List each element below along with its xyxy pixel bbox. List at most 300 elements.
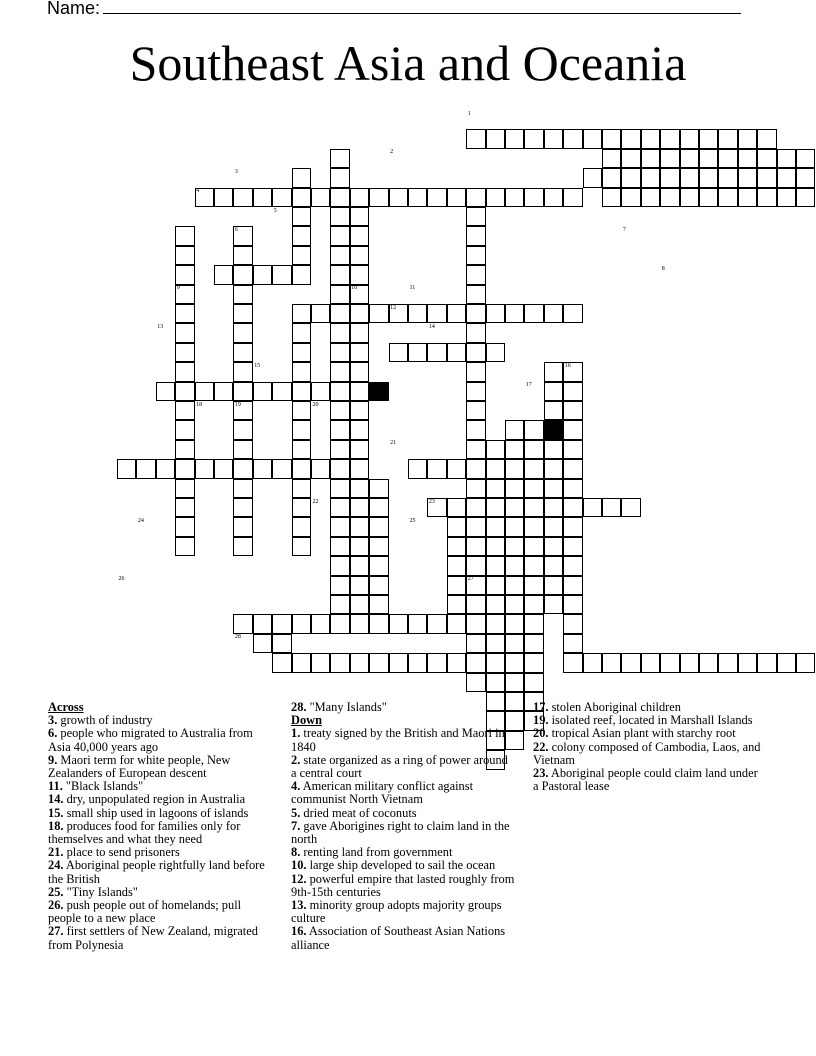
grid-cell[interactable] (718, 653, 737, 672)
grid-cell[interactable] (524, 576, 543, 595)
grid-cell[interactable] (330, 207, 349, 226)
grid-cell[interactable] (660, 149, 679, 168)
grid-cell[interactable] (330, 420, 349, 439)
grid-cell[interactable] (680, 653, 699, 672)
grid-cell[interactable] (447, 343, 466, 362)
grid-cell[interactable] (292, 188, 311, 207)
grid-cell[interactable] (505, 673, 524, 692)
grid-cell[interactable] (563, 634, 582, 653)
grid-cell[interactable] (505, 498, 524, 517)
grid-cell[interactable] (369, 479, 388, 498)
grid-cell[interactable] (563, 459, 582, 478)
grid-cell[interactable] (524, 537, 543, 556)
grid-cell[interactable] (563, 440, 582, 459)
grid-cell[interactable] (214, 382, 233, 401)
grid-cell[interactable] (233, 382, 252, 401)
grid-cell[interactable] (563, 304, 582, 323)
grid-cell[interactable] (641, 188, 660, 207)
grid-cell[interactable] (466, 401, 485, 420)
grid-cell[interactable] (350, 226, 369, 245)
grid-cell[interactable] (350, 246, 369, 265)
grid-cell[interactable] (350, 595, 369, 614)
grid-cell[interactable] (350, 323, 369, 342)
grid-cell[interactable] (292, 343, 311, 362)
grid-cell[interactable] (505, 479, 524, 498)
grid-cell[interactable] (272, 459, 291, 478)
grid-cell[interactable] (369, 614, 388, 633)
grid-cell[interactable] (505, 556, 524, 575)
grid-cell[interactable] (544, 576, 563, 595)
grid-cell[interactable] (486, 459, 505, 478)
grid-cell[interactable] (156, 382, 175, 401)
grid-cell[interactable] (350, 479, 369, 498)
grid-cell[interactable] (466, 440, 485, 459)
grid-cell[interactable] (505, 614, 524, 633)
grid-cell[interactable] (389, 188, 408, 207)
grid-cell[interactable] (505, 459, 524, 478)
grid-cell[interactable] (602, 188, 621, 207)
grid-cell[interactable] (272, 634, 291, 653)
grid-cell[interactable] (738, 149, 757, 168)
grid-cell[interactable] (350, 420, 369, 439)
grid-cell[interactable] (544, 129, 563, 148)
grid-cell[interactable] (796, 188, 815, 207)
grid-cell[interactable] (524, 556, 543, 575)
grid-cell[interactable] (466, 265, 485, 284)
grid-cell[interactable] (175, 265, 194, 284)
grid-cell[interactable] (175, 362, 194, 381)
grid-cell[interactable] (563, 382, 582, 401)
grid-cell[interactable] (583, 168, 602, 187)
grid-cell[interactable] (641, 149, 660, 168)
grid-cell[interactable] (486, 440, 505, 459)
grid-cell[interactable] (175, 479, 194, 498)
grid-cell[interactable] (524, 614, 543, 633)
grid-cell[interactable] (233, 440, 252, 459)
grid-cell[interactable] (544, 188, 563, 207)
grid-cell[interactable] (486, 479, 505, 498)
grid-cell[interactable] (680, 149, 699, 168)
grid-cell[interactable] (524, 517, 543, 536)
grid-cell[interactable] (602, 498, 621, 517)
grid-cell[interactable] (233, 304, 252, 323)
grid-cell[interactable] (350, 537, 369, 556)
grid-cell[interactable] (563, 595, 582, 614)
grid-cell[interactable] (583, 129, 602, 148)
grid-cell[interactable] (447, 498, 466, 517)
grid-cell[interactable] (563, 479, 582, 498)
grid-cell[interactable] (680, 168, 699, 187)
grid-cell[interactable] (621, 149, 640, 168)
grid-cell[interactable] (389, 343, 408, 362)
grid-cell[interactable] (233, 265, 252, 284)
grid-cell[interactable] (777, 653, 796, 672)
grid-cell[interactable] (350, 517, 369, 536)
grid-cell[interactable] (350, 653, 369, 672)
grid-cell[interactable] (175, 304, 194, 323)
grid-cell[interactable] (292, 226, 311, 245)
grid-cell[interactable] (466, 673, 485, 692)
grid-cell[interactable] (466, 479, 485, 498)
grid-cell[interactable] (524, 498, 543, 517)
grid-cell[interactable] (233, 420, 252, 439)
grid-cell[interactable] (563, 614, 582, 633)
grid-cell[interactable] (330, 304, 349, 323)
grid-cell[interactable] (311, 459, 330, 478)
grid-cell[interactable] (641, 168, 660, 187)
grid-cell[interactable] (505, 420, 524, 439)
grid-cell[interactable] (796, 168, 815, 187)
grid-cell[interactable] (292, 246, 311, 265)
grid-cell[interactable] (544, 517, 563, 536)
grid-cell[interactable] (486, 188, 505, 207)
grid-cell[interactable] (253, 459, 272, 478)
grid-cell[interactable] (524, 420, 543, 439)
grid-cell[interactable] (369, 576, 388, 595)
grid-cell[interactable] (544, 459, 563, 478)
grid-cell[interactable] (447, 459, 466, 478)
grid-cell[interactable] (292, 362, 311, 381)
grid-cell[interactable] (292, 207, 311, 226)
grid-cell[interactable] (486, 556, 505, 575)
grid-cell[interactable] (233, 343, 252, 362)
grid-cell[interactable] (563, 537, 582, 556)
grid-cell[interactable] (330, 382, 349, 401)
grid-cell[interactable] (389, 653, 408, 672)
grid-cell[interactable] (466, 420, 485, 439)
grid-cell[interactable] (292, 168, 311, 187)
grid-cell[interactable] (292, 459, 311, 478)
grid-cell[interactable] (466, 556, 485, 575)
grid-cell[interactable] (466, 323, 485, 342)
grid-cell[interactable] (680, 188, 699, 207)
grid-cell[interactable] (466, 188, 485, 207)
grid-cell[interactable] (175, 401, 194, 420)
grid-cell[interactable] (738, 168, 757, 187)
grid-cell[interactable] (621, 168, 640, 187)
grid-cell[interactable] (369, 517, 388, 536)
grid-cell[interactable] (505, 517, 524, 536)
grid-cell[interactable] (214, 188, 233, 207)
grid-cell[interactable] (660, 129, 679, 148)
grid-cell[interactable] (680, 129, 699, 148)
grid-cell[interactable] (195, 382, 214, 401)
grid-cell[interactable] (272, 653, 291, 672)
grid-cell[interactable] (466, 614, 485, 633)
grid-cell[interactable] (602, 129, 621, 148)
grid-cell[interactable] (350, 440, 369, 459)
grid-cell[interactable] (757, 149, 776, 168)
grid-cell[interactable] (175, 498, 194, 517)
grid-cell[interactable] (311, 304, 330, 323)
grid-cell[interactable] (602, 149, 621, 168)
grid-cell[interactable] (486, 673, 505, 692)
grid-cell[interactable] (544, 401, 563, 420)
grid-cell[interactable] (233, 459, 252, 478)
grid-cell[interactable] (544, 556, 563, 575)
grid-cell[interactable] (330, 498, 349, 517)
grid-cell[interactable] (214, 459, 233, 478)
grid-cell[interactable] (466, 226, 485, 245)
grid-cell[interactable] (447, 304, 466, 323)
grid-cell[interactable] (466, 285, 485, 304)
grid-cell[interactable] (330, 401, 349, 420)
grid-cell[interactable] (602, 168, 621, 187)
grid-cell[interactable] (350, 265, 369, 284)
grid-cell[interactable] (330, 459, 349, 478)
grid-cell[interactable] (369, 304, 388, 323)
grid-cell[interactable] (292, 265, 311, 284)
grid-cell[interactable] (544, 440, 563, 459)
grid-cell[interactable] (486, 498, 505, 517)
grid-cell[interactable] (466, 129, 485, 148)
grid-cell[interactable] (486, 129, 505, 148)
grid-cell[interactable] (660, 653, 679, 672)
grid-cell[interactable] (447, 556, 466, 575)
grid-cell[interactable] (505, 440, 524, 459)
grid-cell[interactable] (738, 188, 757, 207)
grid-cell[interactable] (292, 323, 311, 342)
grid-cell[interactable] (699, 188, 718, 207)
grid-cell[interactable] (563, 498, 582, 517)
grid-cell[interactable] (544, 479, 563, 498)
grid-cell[interactable] (466, 246, 485, 265)
grid-cell[interactable] (311, 653, 330, 672)
name-input-line[interactable] (103, 0, 741, 14)
grid-cell[interactable] (718, 188, 737, 207)
grid-cell[interactable] (524, 595, 543, 614)
grid-cell[interactable] (292, 382, 311, 401)
grid-cell[interactable] (466, 207, 485, 226)
grid-cell[interactable] (330, 188, 349, 207)
grid-cell[interactable] (175, 382, 194, 401)
grid-cell[interactable] (330, 168, 349, 187)
grid-cell[interactable] (447, 576, 466, 595)
grid-cell[interactable] (718, 168, 737, 187)
grid-cell[interactable] (369, 537, 388, 556)
grid-cell[interactable] (544, 595, 563, 614)
grid-cell[interactable] (447, 517, 466, 536)
grid-cell[interactable] (175, 246, 194, 265)
grid-cell[interactable] (563, 129, 582, 148)
grid-cell[interactable] (156, 459, 175, 478)
grid-cell[interactable] (486, 537, 505, 556)
grid-cell[interactable] (602, 653, 621, 672)
grid-cell[interactable] (233, 362, 252, 381)
grid-cell[interactable] (466, 517, 485, 536)
grid-cell[interactable] (621, 498, 640, 517)
grid-cell[interactable] (175, 517, 194, 536)
grid-cell[interactable] (486, 634, 505, 653)
grid-cell[interactable] (505, 576, 524, 595)
grid-cell[interactable] (505, 129, 524, 148)
grid-cell[interactable] (253, 382, 272, 401)
grid-cell[interactable] (408, 459, 427, 478)
grid-cell[interactable] (253, 614, 272, 633)
grid-cell[interactable] (563, 556, 582, 575)
grid-cell[interactable] (350, 576, 369, 595)
grid-cell[interactable] (583, 498, 602, 517)
grid-cell[interactable] (330, 440, 349, 459)
grid-cell[interactable] (699, 149, 718, 168)
grid-cell[interactable] (757, 653, 776, 672)
grid-cell[interactable] (233, 614, 252, 633)
grid-cell[interactable] (486, 614, 505, 633)
grid-cell[interactable] (757, 129, 776, 148)
grid-cell[interactable] (330, 479, 349, 498)
grid-cell[interactable] (447, 653, 466, 672)
grid-cell[interactable] (796, 653, 815, 672)
grid-cell[interactable] (330, 595, 349, 614)
grid-cell[interactable] (583, 653, 602, 672)
grid-cell[interactable] (272, 188, 291, 207)
grid-cell[interactable] (796, 149, 815, 168)
grid-cell[interactable] (621, 129, 640, 148)
grid-cell[interactable] (544, 537, 563, 556)
grid-cell[interactable] (350, 362, 369, 381)
grid-cell[interactable] (292, 498, 311, 517)
grid-cell[interactable] (330, 614, 349, 633)
grid-cell[interactable] (330, 653, 349, 672)
grid-cell[interactable] (233, 517, 252, 536)
grid-cell[interactable] (486, 304, 505, 323)
grid-cell[interactable] (466, 634, 485, 653)
grid-cell[interactable] (505, 653, 524, 672)
grid-cell[interactable] (738, 129, 757, 148)
grid-cell[interactable] (175, 420, 194, 439)
grid-cell[interactable] (350, 614, 369, 633)
grid-cell[interactable] (369, 653, 388, 672)
grid-cell[interactable] (369, 595, 388, 614)
grid-cell[interactable] (350, 207, 369, 226)
grid-cell[interactable] (466, 382, 485, 401)
grid-cell[interactable] (466, 459, 485, 478)
grid-cell[interactable] (447, 595, 466, 614)
grid-cell[interactable] (524, 129, 543, 148)
grid-cell[interactable] (427, 188, 446, 207)
grid-cell[interactable] (544, 304, 563, 323)
grid-cell[interactable] (524, 188, 543, 207)
grid-cell[interactable] (408, 614, 427, 633)
grid-cell[interactable] (350, 343, 369, 362)
grid-cell[interactable] (311, 614, 330, 633)
grid-cell[interactable] (641, 129, 660, 148)
grid-cell[interactable] (427, 459, 446, 478)
grid-cell[interactable] (660, 188, 679, 207)
grid-cell[interactable] (524, 459, 543, 478)
grid-cell[interactable] (466, 343, 485, 362)
grid-cell[interactable] (369, 498, 388, 517)
grid-cell[interactable] (330, 556, 349, 575)
grid-cell[interactable] (311, 382, 330, 401)
grid-cell[interactable] (447, 188, 466, 207)
grid-cell[interactable] (718, 129, 737, 148)
grid-cell[interactable] (292, 517, 311, 536)
grid-cell[interactable] (330, 517, 349, 536)
grid-cell[interactable] (330, 343, 349, 362)
grid-cell[interactable] (292, 440, 311, 459)
grid-cell[interactable] (233, 188, 252, 207)
grid-cell[interactable] (233, 479, 252, 498)
grid-cell[interactable] (777, 149, 796, 168)
grid-cell[interactable] (330, 285, 349, 304)
grid-cell[interactable] (524, 673, 543, 692)
grid-cell[interactable] (699, 168, 718, 187)
grid-cell[interactable] (563, 401, 582, 420)
grid-cell[interactable] (311, 188, 330, 207)
grid-cell[interactable] (350, 556, 369, 575)
grid-cell[interactable] (253, 634, 272, 653)
grid-cell[interactable] (233, 498, 252, 517)
grid-cell[interactable] (621, 653, 640, 672)
grid-cell[interactable] (641, 653, 660, 672)
grid-cell[interactable] (544, 498, 563, 517)
grid-cell[interactable] (524, 653, 543, 672)
grid-cell[interactable] (544, 362, 563, 381)
grid-cell[interactable] (486, 517, 505, 536)
grid-cell[interactable] (408, 188, 427, 207)
grid-cell[interactable] (466, 362, 485, 381)
grid-cell[interactable] (292, 420, 311, 439)
grid-cell[interactable] (175, 440, 194, 459)
grid-cell[interactable] (466, 537, 485, 556)
grid-cell[interactable] (524, 304, 543, 323)
grid-cell[interactable] (486, 343, 505, 362)
grid-cell[interactable] (253, 188, 272, 207)
grid-cell[interactable] (524, 440, 543, 459)
grid-cell[interactable] (563, 576, 582, 595)
grid-cell[interactable] (330, 362, 349, 381)
grid-cell[interactable] (505, 634, 524, 653)
grid-cell[interactable] (505, 595, 524, 614)
grid-cell[interactable] (272, 614, 291, 633)
grid-cell[interactable] (175, 459, 194, 478)
grid-cell[interactable] (350, 188, 369, 207)
grid-cell[interactable] (486, 595, 505, 614)
grid-cell[interactable] (563, 653, 582, 672)
grid-cell[interactable] (233, 246, 252, 265)
grid-cell[interactable] (292, 304, 311, 323)
grid-cell[interactable] (233, 285, 252, 304)
grid-cell[interactable] (350, 382, 369, 401)
grid-cell[interactable] (330, 149, 349, 168)
grid-cell[interactable] (292, 614, 311, 633)
grid-cell[interactable] (117, 459, 136, 478)
grid-cell[interactable] (292, 479, 311, 498)
grid-cell[interactable] (427, 304, 446, 323)
grid-cell[interactable] (350, 498, 369, 517)
grid-cell[interactable] (330, 265, 349, 284)
grid-cell[interactable] (738, 653, 757, 672)
grid-cell[interactable] (563, 517, 582, 536)
grid-cell[interactable] (369, 556, 388, 575)
grid-cell[interactable] (330, 323, 349, 342)
grid-cell[interactable] (214, 265, 233, 284)
grid-cell[interactable] (427, 653, 446, 672)
grid-cell[interactable] (427, 614, 446, 633)
grid-cell[interactable] (175, 323, 194, 342)
grid-cell[interactable] (272, 265, 291, 284)
grid-cell[interactable] (466, 653, 485, 672)
grid-cell[interactable] (175, 537, 194, 556)
grid-cell[interactable] (524, 634, 543, 653)
grid-cell[interactable] (136, 459, 155, 478)
grid-cell[interactable] (621, 188, 640, 207)
grid-cell[interactable] (505, 188, 524, 207)
grid-cell[interactable] (777, 168, 796, 187)
grid-cell[interactable] (350, 401, 369, 420)
grid-cell[interactable] (466, 304, 485, 323)
